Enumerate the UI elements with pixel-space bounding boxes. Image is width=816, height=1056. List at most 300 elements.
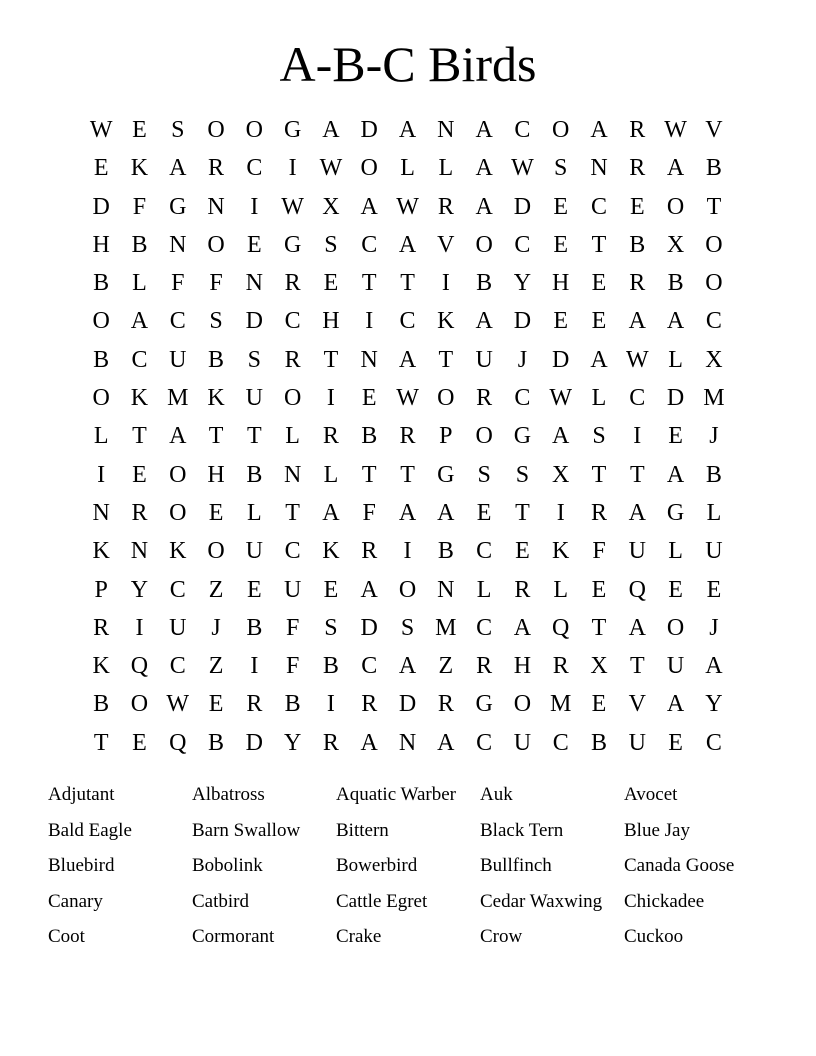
grid-letter: A xyxy=(628,499,646,526)
grid-letter: J xyxy=(517,346,528,373)
grid-letter: N xyxy=(283,461,302,488)
word-list-item: Black Tern xyxy=(480,819,564,841)
grid-letter: R xyxy=(208,155,225,182)
grid-letter: W xyxy=(664,117,687,143)
grid-letter: A xyxy=(475,308,493,335)
grid-letter: D xyxy=(398,691,417,718)
grid-letter: A xyxy=(169,423,187,450)
grid-letter: I xyxy=(135,614,144,641)
grid-letter: E xyxy=(668,576,683,603)
grid-letter: Y xyxy=(705,691,723,718)
grid-letter: A xyxy=(475,155,493,182)
grid-letter: E xyxy=(553,193,569,220)
grid-letter: R xyxy=(437,193,454,220)
grid-letter: O xyxy=(207,538,225,565)
word-list-item: Canada Goose xyxy=(624,855,735,876)
grid-letter: R xyxy=(514,576,531,603)
grid-letter: O xyxy=(245,117,263,143)
grid-letter: D xyxy=(666,385,685,412)
grid-letter: C xyxy=(169,308,186,335)
grid-letter: O xyxy=(169,499,187,526)
grid-letter: D xyxy=(92,193,110,220)
grid-letter: O xyxy=(207,117,225,143)
grid-letter: I xyxy=(97,461,106,488)
grid-letter: Q xyxy=(130,653,149,680)
grid-letter: B xyxy=(93,270,110,297)
grid-letter: A xyxy=(322,499,340,526)
grid-letter: B xyxy=(246,461,263,488)
grid-letter: E xyxy=(591,691,607,718)
grid-letter: L xyxy=(247,499,262,526)
grid-letter: L xyxy=(476,576,492,603)
word-list-item: Adjutant xyxy=(48,784,115,805)
word-list-item: Bald Eagle xyxy=(48,819,132,841)
grid-letter: F xyxy=(362,499,376,526)
grid-letter: C xyxy=(246,155,263,182)
grid-letter: O xyxy=(92,385,110,412)
grid-letter: T xyxy=(400,270,415,297)
grid-letter: E xyxy=(93,155,109,182)
grid-letter: T xyxy=(591,461,607,488)
grid-letter: T xyxy=(706,193,722,220)
grid-letter: E xyxy=(629,193,645,220)
grid-letter: K xyxy=(552,538,570,565)
grid-letter: L xyxy=(132,270,147,297)
grid-letter: A xyxy=(360,193,378,220)
grid-letter: L xyxy=(553,576,569,603)
word-list-item: Auk xyxy=(480,784,513,805)
grid-letter: T xyxy=(515,499,530,526)
grid-letter: W xyxy=(319,155,343,182)
word-list-item: Bobolink xyxy=(192,855,263,876)
grid-letter: L xyxy=(668,538,683,565)
grid-letter: T xyxy=(208,423,224,450)
grid-letter: B xyxy=(591,729,608,756)
word-list-item: Bowerbird xyxy=(336,855,418,876)
grid-letter: O xyxy=(360,155,378,182)
grid-letter: A xyxy=(130,308,149,335)
grid-letter: U xyxy=(705,538,723,565)
grid-letter: R xyxy=(629,117,646,143)
word-list-item: Blue Jay xyxy=(624,819,690,841)
grid-letter: V xyxy=(437,231,455,258)
grid-letter: B xyxy=(208,729,225,756)
grid-letter: U xyxy=(169,614,187,641)
grid-letter: E xyxy=(361,385,377,412)
grid-letter: S xyxy=(592,423,606,450)
grid-letter: A xyxy=(666,461,685,488)
grid-letter: X xyxy=(322,193,340,220)
grid-letter: I xyxy=(556,499,565,526)
grid-letter: E xyxy=(132,461,147,488)
grid-letter: E xyxy=(208,691,224,718)
grid-letter: T xyxy=(629,653,645,680)
grid-letter: Q xyxy=(552,614,570,641)
grid-letter: G xyxy=(666,499,685,526)
grid-letter: S xyxy=(400,614,415,641)
grid-letter: T xyxy=(361,461,377,488)
grid-letter: L xyxy=(591,385,607,412)
word-list-item: Cormorant xyxy=(192,926,275,947)
grid-letter: E xyxy=(706,576,722,603)
grid-letter: T xyxy=(132,423,147,450)
grid-letter: W xyxy=(625,346,649,373)
grid-letter: U xyxy=(245,385,263,412)
grid-letter: E xyxy=(591,576,607,603)
grid-letter: U xyxy=(475,346,493,373)
grid-letter: T xyxy=(591,614,607,641)
grid-letter: F xyxy=(209,270,223,297)
grid-letter: Y xyxy=(283,729,302,756)
grid-letter: C xyxy=(705,729,722,756)
grid-letter: A xyxy=(398,499,417,526)
word-list-item: Chickadee xyxy=(624,890,705,912)
grid-letter: S xyxy=(247,346,262,373)
grid-letter: L xyxy=(438,155,454,182)
grid-letter: J xyxy=(709,423,719,450)
word-list-item: Crow xyxy=(480,926,523,947)
grid-letter: C xyxy=(552,729,569,756)
grid-letter: T xyxy=(400,461,415,488)
grid-letter: A xyxy=(322,117,340,143)
grid-letter: E xyxy=(553,308,569,335)
word-list-item: Catbird xyxy=(192,890,249,912)
grid-letter: B xyxy=(705,461,722,488)
grid-letter: T xyxy=(285,499,300,526)
grid-letter: S xyxy=(554,155,568,182)
grid-letter: A xyxy=(475,117,493,143)
grid-letter: E xyxy=(132,729,147,756)
grid-letter: U xyxy=(628,538,646,565)
grid-letter: F xyxy=(132,193,147,220)
grid-letter: O xyxy=(666,193,685,220)
grid-letter: B xyxy=(93,691,110,718)
grid-letter: L xyxy=(323,461,339,488)
grid-letter: C xyxy=(705,308,722,335)
grid-letter: U xyxy=(513,729,532,756)
grid-letter: C xyxy=(169,653,186,680)
grid-letter: T xyxy=(247,423,262,450)
grid-letter: T xyxy=(361,270,377,297)
grid-letter: T xyxy=(591,231,607,258)
grid-letter: C xyxy=(284,308,301,335)
grid-letter: W xyxy=(396,385,419,412)
word-list-item: Coot xyxy=(48,926,85,947)
grid-letter: J xyxy=(211,614,221,641)
grid-letter: R xyxy=(476,653,493,680)
grid-letter: N xyxy=(437,576,455,603)
grid-letter: R xyxy=(131,499,148,526)
grid-letter: H xyxy=(322,308,340,335)
grid-letter: O xyxy=(169,461,187,488)
grid-letter: S xyxy=(324,231,338,258)
word-list-item: Bullfinch xyxy=(480,855,552,876)
grid-letter: K xyxy=(130,155,149,182)
grid-letter: H xyxy=(92,231,110,258)
grid-letter: G xyxy=(169,193,187,220)
grid-letter: O xyxy=(283,385,302,412)
grid-letter: B xyxy=(361,423,378,450)
grid-letter: A xyxy=(360,729,378,756)
grid-letter: A xyxy=(666,308,685,335)
grid-letter: W xyxy=(549,385,573,412)
grid-letter: D xyxy=(513,193,532,220)
grid-letter: G xyxy=(283,117,302,143)
grid-letter: C xyxy=(514,385,531,412)
grid-letter: V xyxy=(628,691,646,718)
grid-letter: K xyxy=(169,538,187,565)
grid-letter: O xyxy=(705,231,723,258)
grid-letter: E xyxy=(553,231,569,258)
grid-letter: N xyxy=(245,270,263,297)
grid-letter: Z xyxy=(438,653,454,680)
grid-letter: A xyxy=(398,653,417,680)
grid-letter: C xyxy=(131,346,148,373)
grid-letter: D xyxy=(513,308,532,335)
grid-letter: B xyxy=(437,538,454,565)
word-search-grid xyxy=(82,111,733,762)
grid-letter: C xyxy=(591,193,608,220)
grid-letter: B xyxy=(246,614,263,641)
grid-letter: Z xyxy=(208,653,224,680)
grid-letter: I xyxy=(403,538,412,565)
grid-letter: K xyxy=(92,538,110,565)
grid-letter: C xyxy=(284,538,301,565)
grid-letter: Z xyxy=(208,576,224,603)
grid-letter: H xyxy=(513,653,532,680)
grid-letter: S xyxy=(515,461,530,488)
grid-letter: O xyxy=(207,231,225,258)
word-list-item: Cuckoo xyxy=(624,926,684,947)
grid-letter: D xyxy=(552,346,570,373)
grid-letter: A xyxy=(398,231,417,258)
grid-letter: A xyxy=(513,614,532,641)
grid-letter: E xyxy=(323,270,339,297)
grid-letter: D xyxy=(245,729,263,756)
grid-letter: S xyxy=(324,614,338,641)
word-list-item: Cattle Egret xyxy=(336,890,428,912)
grid-letter: L xyxy=(285,423,300,450)
grid-letter: M xyxy=(703,385,725,412)
grid-letter: V xyxy=(705,117,723,143)
grid-letter: E xyxy=(591,308,607,335)
grid-letter: B xyxy=(208,346,225,373)
grid-letter: G xyxy=(283,231,302,258)
grid-letter: A xyxy=(666,155,685,182)
grid-letter: C xyxy=(399,308,416,335)
grid-letter: Q xyxy=(628,576,646,603)
word-list-item: Avocet xyxy=(624,784,678,805)
grid-letter: A xyxy=(437,729,455,756)
grid-letter: R xyxy=(361,538,378,565)
grid-letter: C xyxy=(361,653,378,680)
grid-letter: W xyxy=(396,193,419,220)
word-list-item: Aquatic Warber xyxy=(336,784,456,805)
page-title: A-B-C Birds xyxy=(279,36,537,92)
grid-letter: A xyxy=(398,117,417,143)
grid-letter: K xyxy=(207,385,225,412)
word-list-item: Barn Swallow xyxy=(192,819,301,841)
grid-letter: T xyxy=(323,346,339,373)
grid-letter: K xyxy=(130,385,149,412)
grid-letter: L xyxy=(706,499,722,526)
grid-letter: N xyxy=(169,231,187,258)
grid-letter: M xyxy=(167,385,189,412)
grid-letter: M xyxy=(550,691,572,718)
grid-letter: O xyxy=(475,231,493,258)
grid-letter: Y xyxy=(130,576,149,603)
grid-letter: A xyxy=(628,614,646,641)
grid-letter: U xyxy=(169,346,187,373)
grid-letter: C xyxy=(169,576,186,603)
grid-letter: R xyxy=(629,155,646,182)
grid-letter: H xyxy=(552,270,570,297)
grid-letter: Q xyxy=(169,729,187,756)
grid-letter: I xyxy=(326,385,335,412)
grid-letter: A xyxy=(360,576,378,603)
grid-letter: I xyxy=(288,155,297,182)
grid-letter: F xyxy=(171,270,185,297)
grid-letter: O xyxy=(92,308,110,335)
grid-letter: S xyxy=(477,461,491,488)
grid-letter: E xyxy=(668,729,683,756)
grid-letter: D xyxy=(360,614,378,641)
grid-letter: X xyxy=(705,346,723,373)
grid-letter: R xyxy=(284,346,301,373)
grid-letter: B xyxy=(476,270,493,297)
grid-letter: A xyxy=(398,346,417,373)
grid-letter: R xyxy=(399,423,416,450)
grid-letter: T xyxy=(93,729,109,756)
grid-letter: C xyxy=(629,385,646,412)
grid-letter: E xyxy=(591,270,607,297)
grid-letter: N xyxy=(360,346,378,373)
grid-letter: N xyxy=(92,499,110,526)
grid-letter: A xyxy=(666,691,685,718)
grid-letter: N xyxy=(398,729,417,756)
grid-letter: O xyxy=(437,385,455,412)
grid-letter: R xyxy=(93,614,110,641)
grid-letter: R xyxy=(322,729,339,756)
grid-letter: O xyxy=(398,576,417,603)
grid-letter: A xyxy=(169,155,187,182)
grid-letter: F xyxy=(592,538,606,565)
grid-letter: H xyxy=(207,461,225,488)
grid-letter: I xyxy=(250,653,259,680)
grid-letter: N xyxy=(130,538,149,565)
grid-letter: R xyxy=(361,691,378,718)
grid-letter: Y xyxy=(513,270,532,297)
grid-letter: F xyxy=(285,653,300,680)
word-list-item: Cedar Waxwing xyxy=(480,890,603,912)
word-list-item: Bittern xyxy=(336,819,389,841)
grid-letter: W xyxy=(166,691,190,718)
word-list-item: Bluebird xyxy=(48,855,115,876)
grid-letter: A xyxy=(552,423,570,450)
grid-letter: T xyxy=(629,461,645,488)
grid-letter: N xyxy=(437,117,455,143)
grid-letter: F xyxy=(285,614,300,641)
grid-letter: B xyxy=(705,155,722,182)
grid-letter: C xyxy=(361,231,378,258)
grid-letter: S xyxy=(171,117,185,143)
grid-letter: T xyxy=(438,346,454,373)
grid-letter: C xyxy=(476,538,493,565)
grid-letter: B xyxy=(131,231,148,258)
grid-letter: C xyxy=(514,231,531,258)
grid-letter: L xyxy=(93,423,109,450)
grid-letter: O xyxy=(666,614,685,641)
grid-letter: O xyxy=(552,117,570,143)
grid-letter: J xyxy=(709,614,719,641)
grid-letter: K xyxy=(322,538,340,565)
grid-letter: O xyxy=(513,691,532,718)
grid-letter: W xyxy=(89,117,113,143)
grid-letter: E xyxy=(515,538,530,565)
grid-letter: X xyxy=(666,231,685,258)
grid-letter: R xyxy=(552,653,569,680)
grid-letter: D xyxy=(360,117,378,143)
grid-letter: D xyxy=(245,308,263,335)
grid-letter: B xyxy=(629,231,646,258)
grid-letter: N xyxy=(207,193,225,220)
grid-letter: B xyxy=(667,270,684,297)
grid-letter: G xyxy=(437,461,455,488)
grid-letter: G xyxy=(475,691,493,718)
grid-letter: W xyxy=(281,193,304,220)
grid-letter: U xyxy=(666,653,685,680)
grid-letter: I xyxy=(326,691,335,718)
grid-letter: P xyxy=(439,423,453,450)
grid-letter: L xyxy=(400,155,415,182)
grid-letter: C xyxy=(476,614,493,641)
grid-letter: X xyxy=(590,653,608,680)
grid-letter: A xyxy=(590,117,608,143)
grid-letter: K xyxy=(92,653,110,680)
grid-letter: I xyxy=(250,193,259,220)
grid-letter: U xyxy=(245,538,263,565)
grid-letter: B xyxy=(284,691,301,718)
grid-letter: A xyxy=(475,193,493,220)
grid-letter: B xyxy=(322,653,339,680)
grid-letter: R xyxy=(476,385,493,412)
grid-letter: O xyxy=(475,423,493,450)
grid-letter: O xyxy=(705,270,723,297)
grid-letter: A xyxy=(705,653,723,680)
word-list-item: Canary xyxy=(48,890,103,912)
grid-letter: R xyxy=(437,691,454,718)
grid-letter: E xyxy=(668,423,683,450)
word-list-item: Crake xyxy=(336,926,382,947)
grid-letter: A xyxy=(437,499,455,526)
grid-letter: N xyxy=(590,155,608,182)
grid-letter: U xyxy=(283,576,302,603)
grid-letter: M xyxy=(435,614,457,641)
grid-letter: A xyxy=(590,346,608,373)
word-list-item: Albatross xyxy=(192,784,265,805)
grid-letter: I xyxy=(633,423,642,450)
grid-letter: W xyxy=(511,155,534,182)
grid-letter: I xyxy=(365,308,374,335)
grid-letter: R xyxy=(246,691,263,718)
grid-letter: S xyxy=(209,308,223,335)
grid-letter: K xyxy=(437,308,455,335)
grid-letter: I xyxy=(441,270,450,297)
grid-letter: E xyxy=(208,499,224,526)
grid-letter: A xyxy=(628,308,646,335)
grid-letter: R xyxy=(629,270,646,297)
grid-letter: C xyxy=(514,117,531,143)
